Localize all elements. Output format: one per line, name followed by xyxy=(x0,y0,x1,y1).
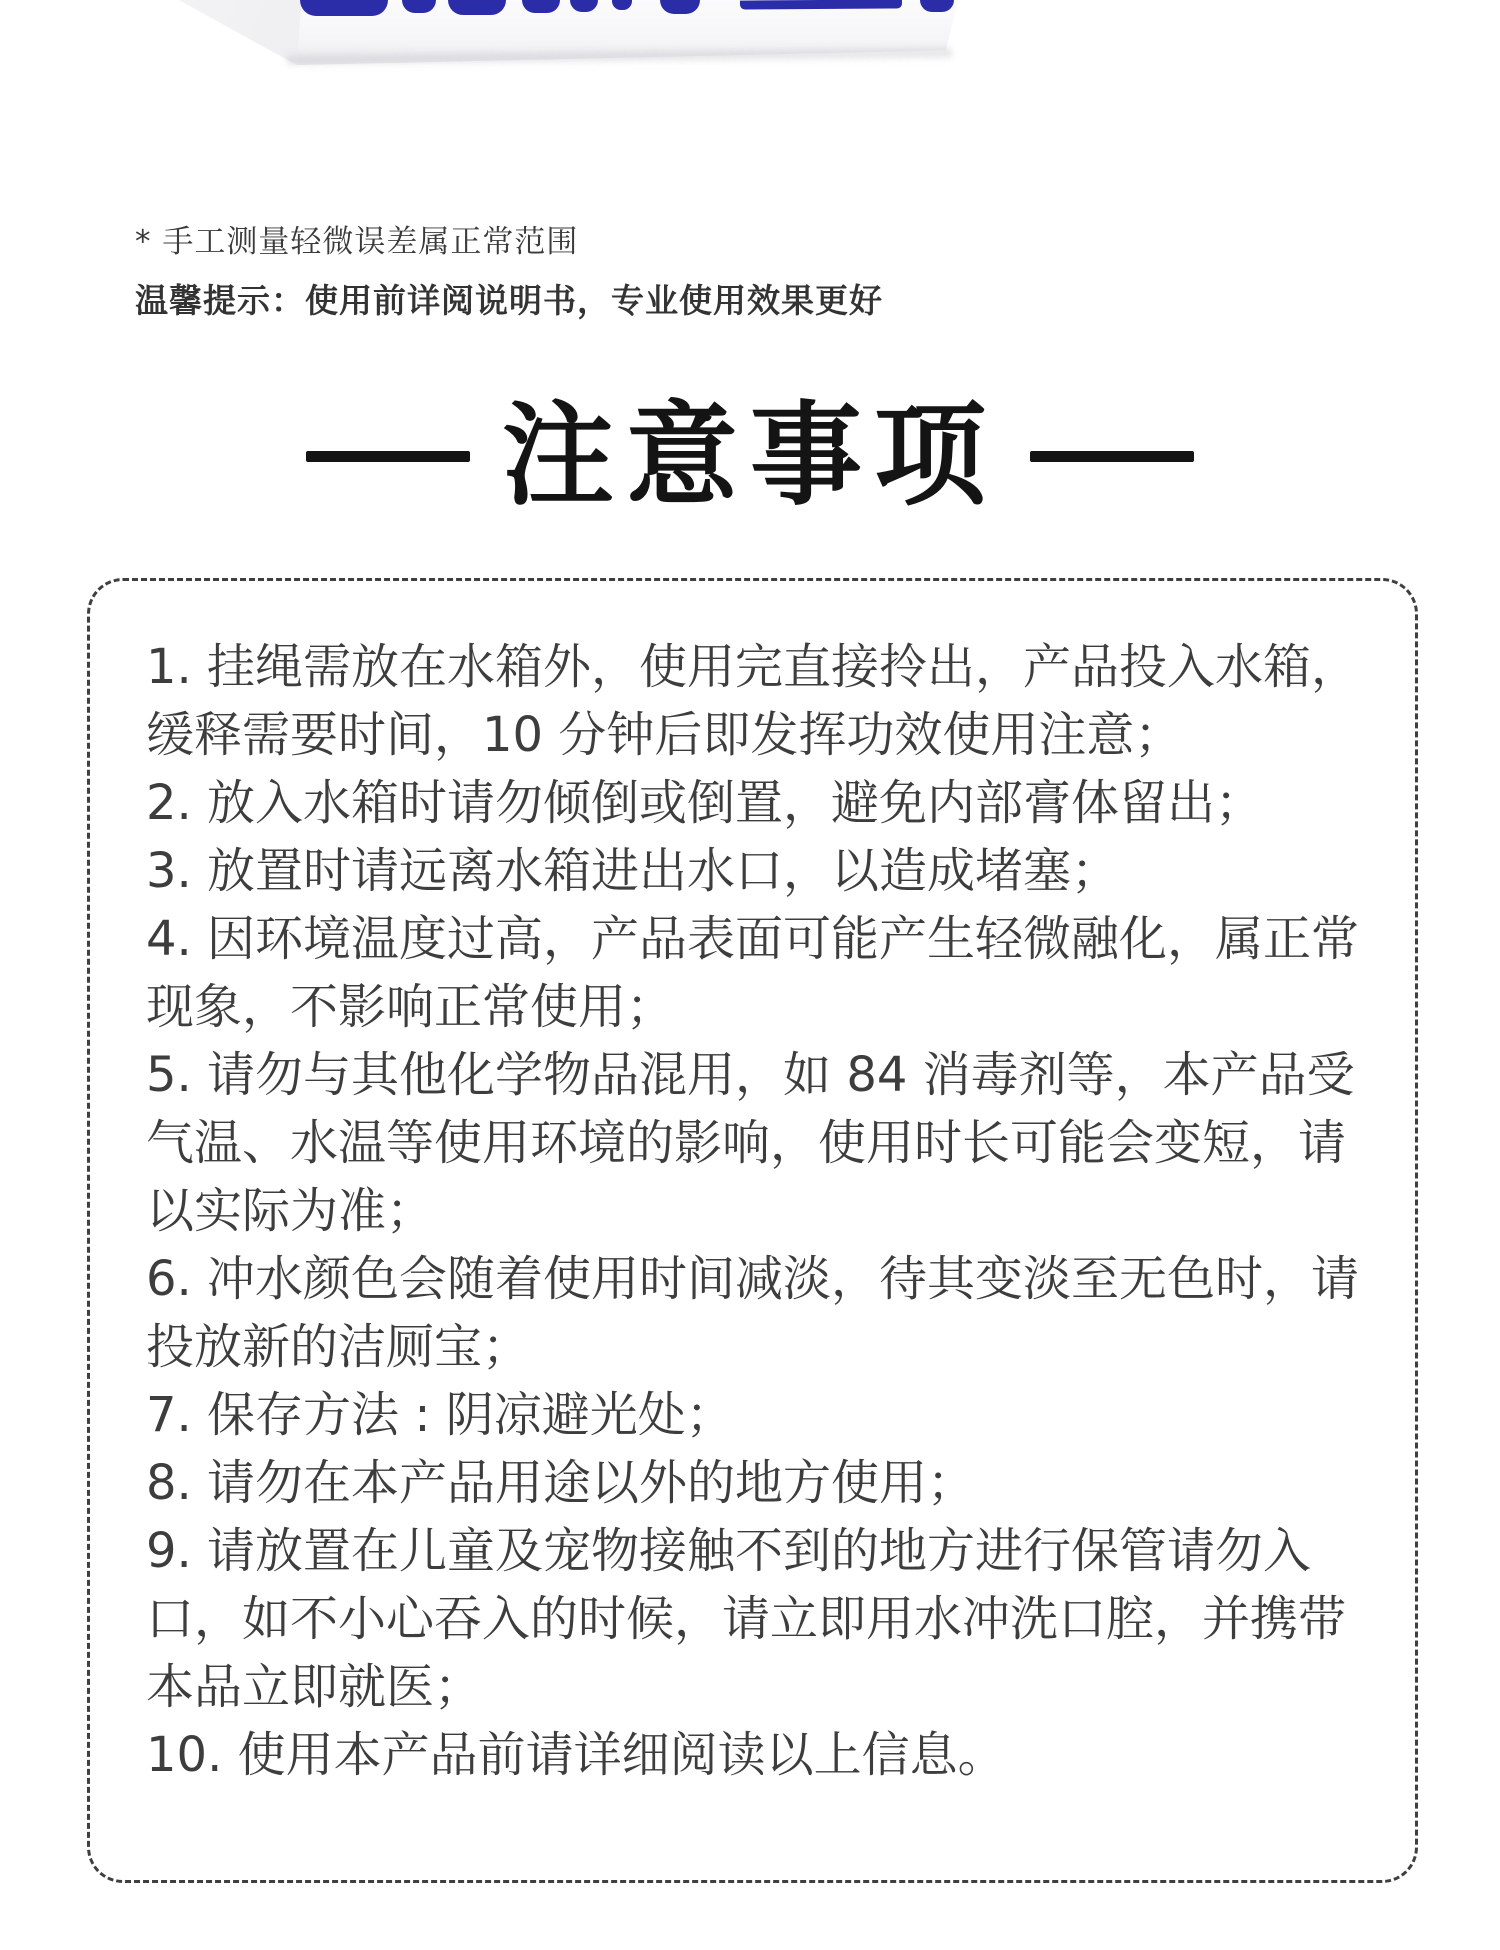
precaution-item-6: 6. 冲水颜色会随着使用时间减淡，待其变淡至无色时，请投放新的洁厕宝； xyxy=(146,1251,1360,1375)
precaution-item-4: 4. 因环境温度过高，产品表面可能产生轻微融化，属正常现象，不影响正常使用； xyxy=(146,911,1360,1035)
measurement-note: * 手工测量轻微误差属正常范围 xyxy=(135,224,579,260)
product-box-photo xyxy=(178,0,960,70)
logo-fragment-icon xyxy=(740,0,902,10)
precaution-item-1: 1. 挂绳需放在水箱外，使用完直接拎出，产品投入水箱，缓释需要时间，10 分钟后即发挥功效使用注意； xyxy=(146,639,1360,763)
precaution-item-10: 10. 使用本产品前请详细阅读以上信息。 xyxy=(146,1727,1006,1783)
section-title-row xyxy=(0,388,1500,524)
precaution-item-5: 5. 请勿与其他化学物品混用，如 84 消毒剂等，本产品受气温、水温等使用环境的影响，使用时长可能会变短，请以实际为准； xyxy=(146,1047,1355,1239)
logo-fragment-icon xyxy=(448,0,506,15)
logo-fragment-icon xyxy=(300,0,388,16)
precaution-item-9: 9. 请放置在儿童及宠物接触不到的地方进行保管请勿入口，如不小心吞入的时候，请立即用水冲洗口腔，并携带本品立即就医； xyxy=(146,1523,1347,1715)
title-rule-left xyxy=(306,451,470,462)
precautions-panel xyxy=(87,578,1418,1883)
precaution-item-7: 7. 保存方法 : 阴凉避光处； xyxy=(146,1387,734,1443)
usage-tip-note: 温馨提示：使用前详阅说明书，专业使用效果更好 xyxy=(135,281,883,320)
precaution-item-8: 8. 请勿在本产品用途以外的地方使用； xyxy=(146,1455,976,1511)
section-title: 注意事项 xyxy=(502,391,998,521)
precaution-item-2: 2. 放入水箱时请勿倾倒或倒置，避免内部膏体留出； xyxy=(146,775,1264,831)
precaution-item-3: 3. 放置时请远离水箱进出水口，以造成堵塞； xyxy=(146,843,1120,899)
title-rule-right xyxy=(1030,451,1194,462)
